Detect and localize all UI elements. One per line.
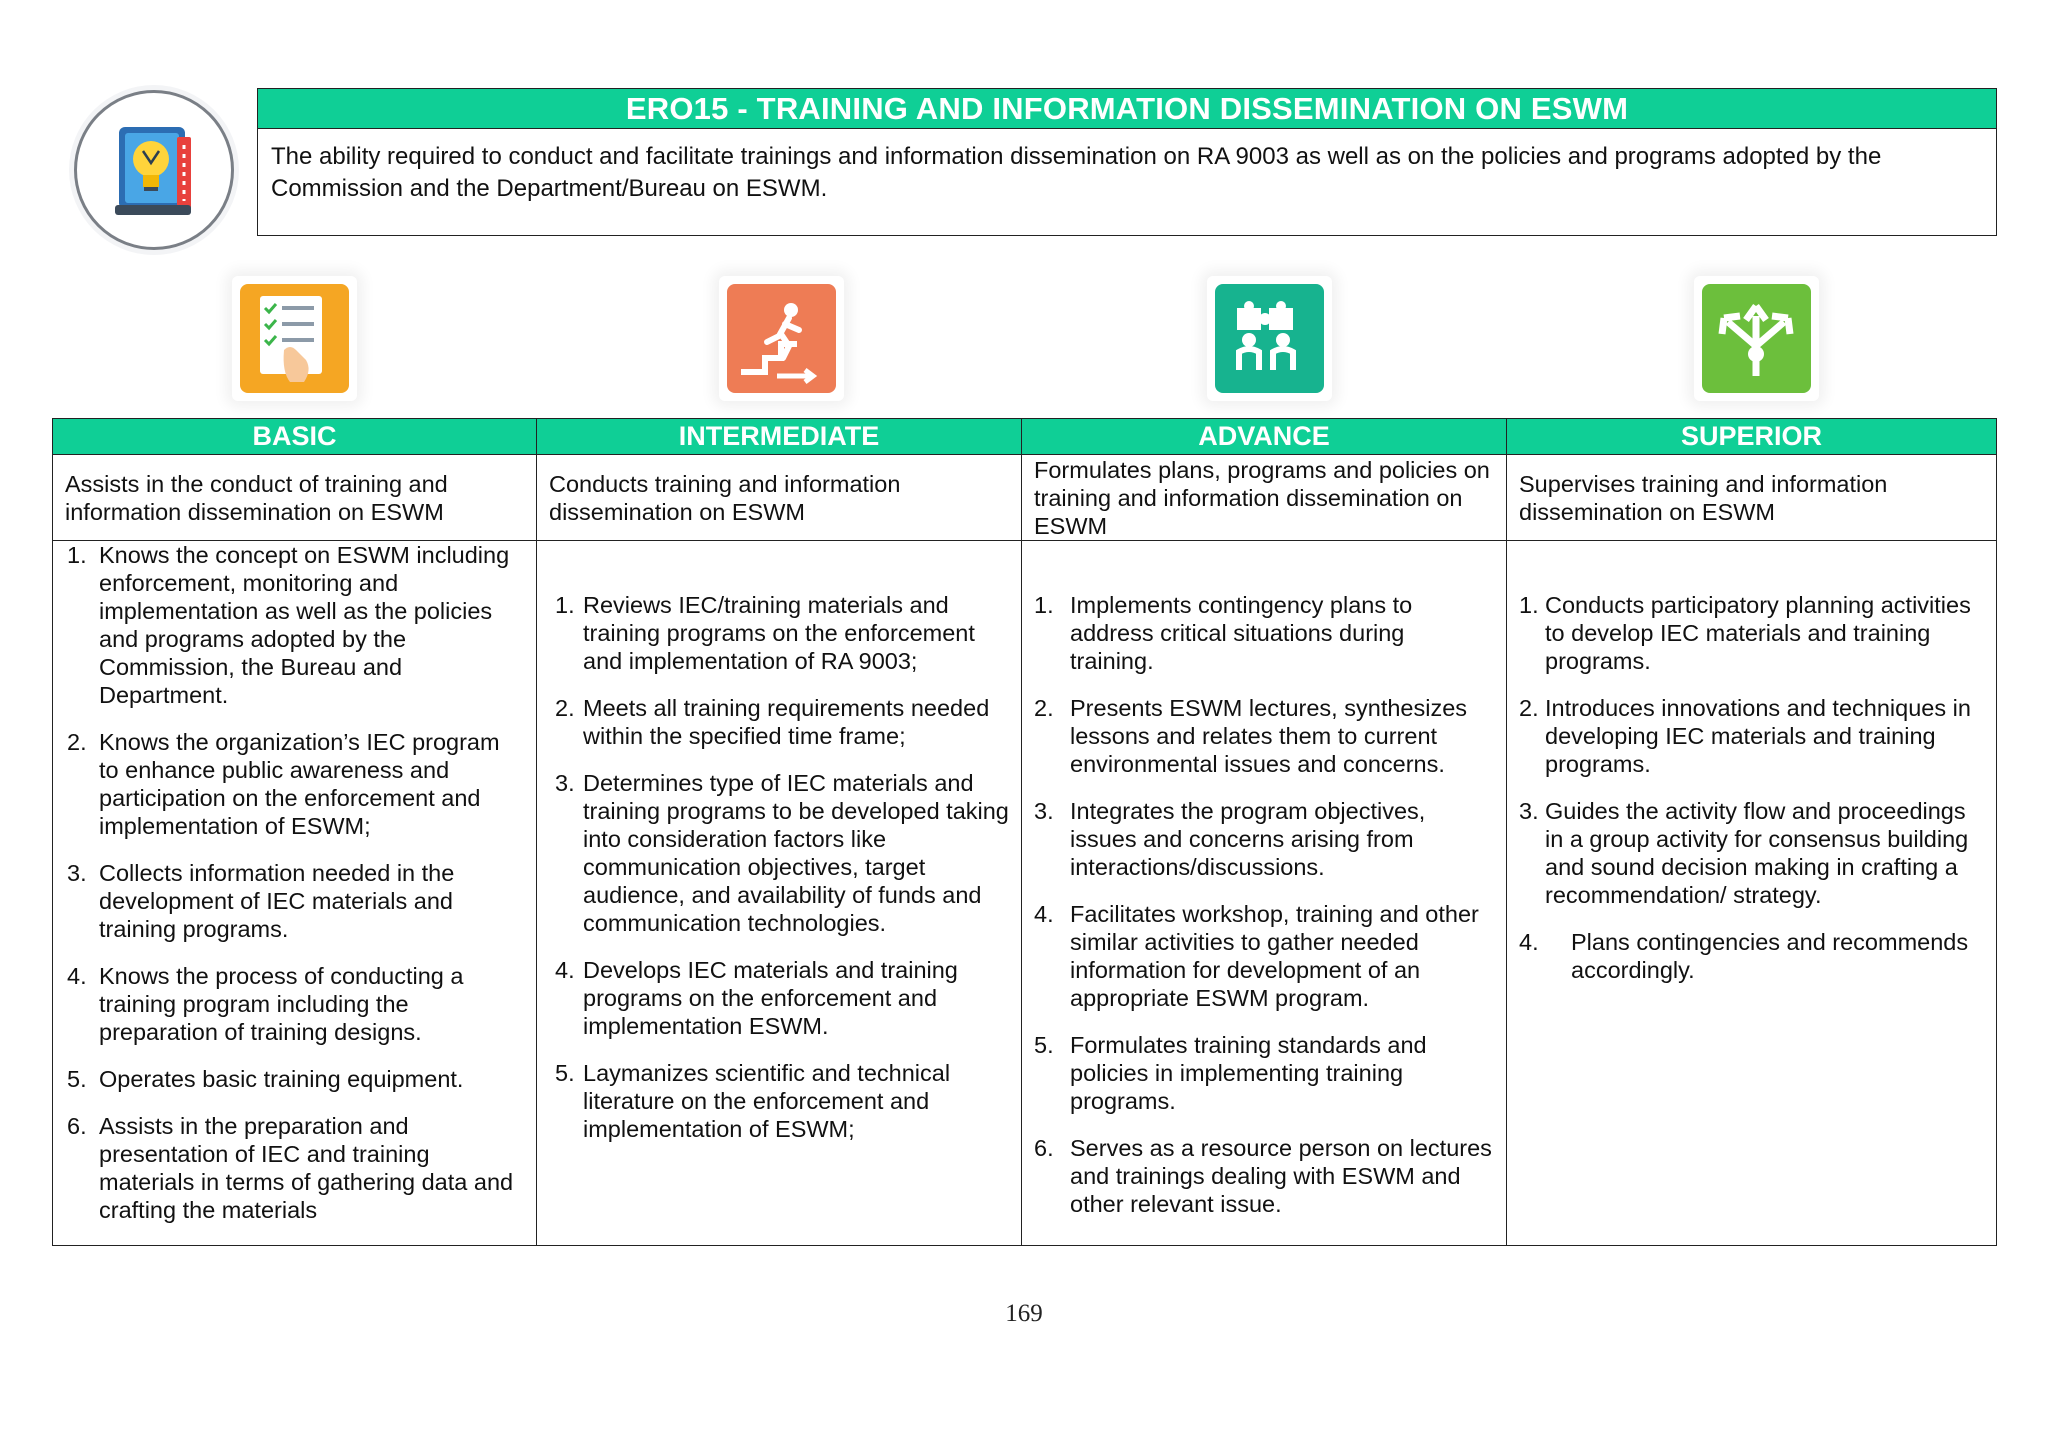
level-summary-basic: Assists in the conduct of training and information dissemination on ESWM	[53, 455, 537, 541]
level-header-superior: SUPERIOR	[1507, 419, 1996, 455]
list-item: 3. Determines type of IEC materials and training programs to be developed taking into consideration factors like communication objectives, target audience, and availability of funds and communication technologies.	[555, 770, 1009, 936]
indicator-list-superior	[1507, 541, 1996, 1245]
competency-description: The ability required to conduct and facilitate trainings and information dissemination on RA 9003 as well as on the policies and programs adopted by the Commission and the Department/Bureau on ESWM.	[271, 143, 1882, 202]
list-item: 5. Formulates training standards and policies in implementing training programs.	[1034, 1032, 1427, 1114]
level-header-advance: ADVANCE	[1022, 419, 1507, 455]
list-item: 3. Guides the activity flow and proceedings in a group activity for consensus building and sound decision making in crafting a recommendation/ strategy.	[1519, 798, 1969, 908]
stairs-climber-icon	[719, 276, 844, 401]
list-item: 6. Assists in the preparation and presentation of IEC and training materials in terms of gathering data and crafting the materials	[67, 1113, 514, 1223]
level-header-intermediate: INTERMEDIATE	[537, 419, 1022, 455]
indicator-list-basic	[53, 541, 537, 1245]
list-item: 5. Laymanizes scientific and technical literature on the enforcement and implementation of ESWM;	[555, 1060, 951, 1142]
list-item: 2. Introduces innovations and techniques in developing IEC materials and training programs.	[1519, 695, 1971, 777]
list-item: 2. Meets all training requirements needed within the specified time frame;	[555, 695, 990, 749]
level-summary-superior: Supervises training and information dissemination on ESWM	[1507, 455, 1996, 541]
checklist-hand-icon	[232, 276, 357, 401]
proficiency-table	[52, 418, 1997, 1246]
list-item: 3. Collects information needed in the development of IEC materials and training programs.	[67, 860, 455, 942]
list-item: 2. Knows the organization’s IEC program to enhance public awareness and participation on the enforcement and implementation of ESWM;	[67, 729, 500, 839]
list-item: 1. Knows the concept on ESWM including enforcement, monitoring and implementation as well as the policies and programs adopted by the Commission, the Bureau and Department.	[67, 542, 510, 708]
level-summary-intermediate: Conducts training and information dissemination on ESWM	[537, 455, 1022, 541]
page-number: 169	[1005, 1300, 1043, 1327]
indicator-list-advance	[1022, 541, 1507, 1245]
list-item: 3. Integrates the program objectives, issues and concerns arising from interactions/discussions.	[1034, 798, 1426, 880]
list-item: 4. Facilitates workshop, training and other similar activities to gather needed information for development of an appropriate ESWM program.	[1034, 901, 1479, 1011]
puzzle-people-icon	[1207, 276, 1332, 401]
book-lightbulb-icon	[74, 90, 234, 250]
level-header-basic: BASIC	[53, 419, 537, 455]
diverging-arrows-icon	[1694, 276, 1819, 401]
list-item: 4. Develops IEC materials and training programs on the enforcement and implementation ESWM.	[555, 957, 958, 1039]
list-item: 1. Conducts participatory planning activities to develop IEC materials and training programs.	[1519, 592, 1971, 674]
list-item: 4. Knows the process of conducting a training program including the preparation of training designs.	[67, 963, 464, 1045]
list-item: 1. Reviews IEC/training materials and training programs on the enforcement and implementation of RA 9003;	[555, 592, 975, 674]
list-item: 2. Presents ESWM lectures, synthesizes lessons and relates them to current environmental issues and concerns.	[1034, 695, 1468, 777]
level-summary-advance: Formulates plans, programs and policies on training and information dissemination on ESWM	[1022, 455, 1507, 541]
list-item: 6. Serves as a resource person on lectures and trainings dealing with ESWM and other relevant issue.	[1034, 1135, 1492, 1217]
indicator-list-intermediate	[537, 541, 1022, 1245]
competency-header	[257, 88, 1997, 236]
list-item: 1. Implements contingency plans to address critical situations during training.	[1034, 592, 1413, 674]
list-item: 4. Plans contingencies and recommends accordingly.	[1519, 929, 1969, 983]
list-item: 5. Operates basic training equipment.	[67, 1066, 464, 1092]
competency-title: ERO15 - TRAINING AND INFORMATION DISSEMINATION ON ESWM	[258, 89, 1996, 129]
